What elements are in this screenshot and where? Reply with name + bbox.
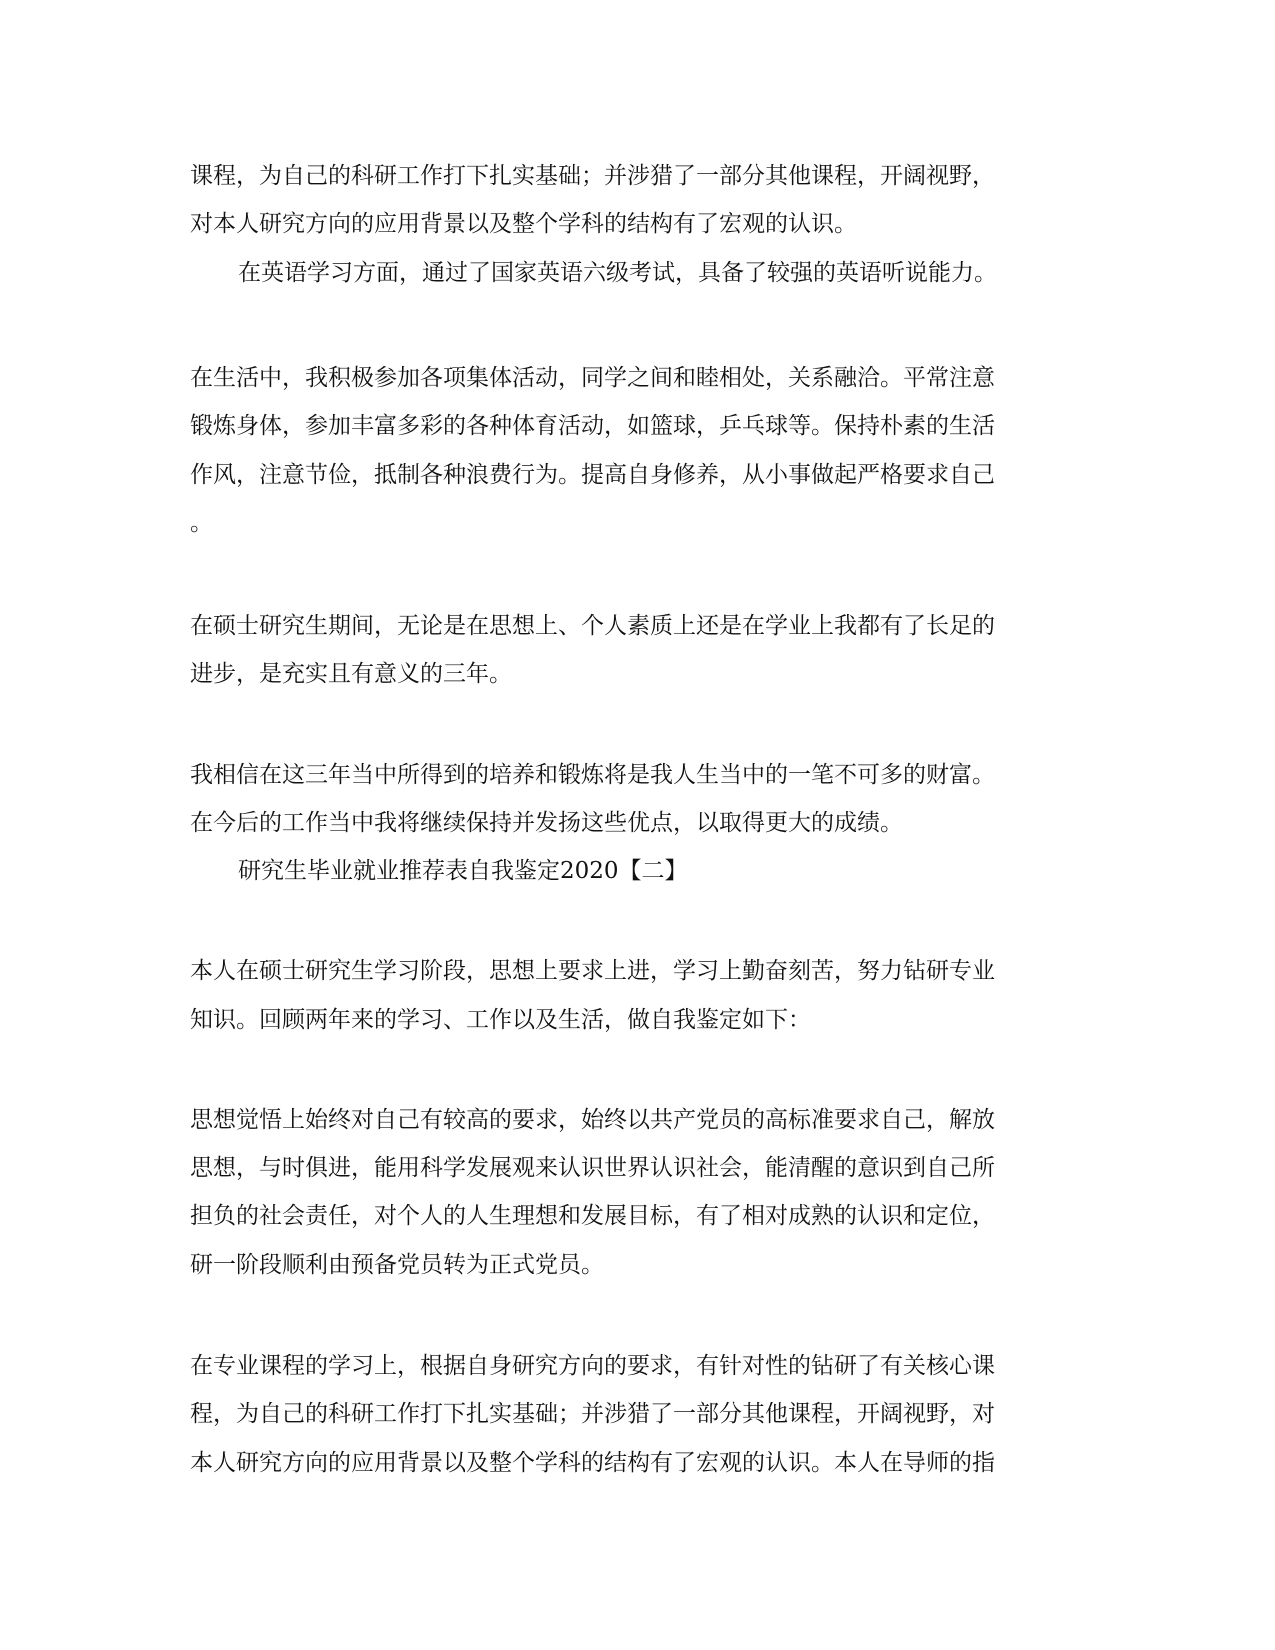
text-line: 。	[190, 510, 213, 536]
text-line: 我相信在这三年当中所得到的培养和锻炼将是我人生当中的一笔不可多的财富。	[190, 762, 995, 788]
text-line: 锻炼身体，参加丰富多彩的各种体育活动，如篮球，乒乓球等。保持朴素的生活	[190, 413, 995, 439]
text-line: 本人在硕士研究生学习阶段，思想上要求上进，学习上勤奋刻苦，努力钻研专业	[190, 958, 995, 984]
section-heading: 研究生毕业就业推荐表自我鉴定2020【二】	[238, 858, 688, 884]
text-line: 对本人研究方向的应用背景以及整个学科的结构有了宏观的认识。	[190, 211, 857, 237]
text-line: 思想觉悟上始终对自己有较高的要求，始终以共产党员的高标准要求自己，解放	[190, 1107, 995, 1133]
text-line: 在硕士研究生期间，无论是在思想上、个人素质上还是在学业上我都有了长足的	[190, 613, 995, 639]
text-line: 在今后的工作当中我将继续保持并发扬这些优点，以取得更大的成绩。	[190, 810, 903, 836]
text-line: 作风，注意节俭，抵制各种浪费行为。提高自身修养，从小事做起严格要求自己	[190, 462, 995, 488]
text-line: 担负的社会责任，对个人的人生理想和发展目标，有了相对成熟的认识和定位，	[190, 1203, 995, 1229]
text-line: 课程，为自己的科研工作打下扎实基础；并涉猎了一部分其他课程，开阔视野，	[190, 163, 995, 189]
text-line: 知识。回顾两年来的学习、工作以及生活，做自我鉴定如下：	[190, 1007, 811, 1033]
text-line: 程，为自己的科研工作打下扎实基础；并涉猎了一部分其他课程，开阔视野，对	[190, 1401, 995, 1427]
text-line: 进步，是充实且有意义的三年。	[190, 661, 512, 687]
text-line: 研一阶段顺利由预备党员转为正式党员。	[190, 1252, 604, 1278]
text-line: 在生活中，我积极参加各项集体活动，同学之间和睦相处，关系融洽。平常注意	[190, 365, 995, 391]
text-line: 思想，与时俱进，能用科学发展观来认识世界认识社会，能清醒的意识到自己所	[190, 1155, 995, 1181]
text-line: 本人研究方向的应用背景以及整个学科的结构有了宏观的认识。本人在导师的指	[190, 1450, 995, 1476]
text-line: 在专业课程的学习上，根据自身研究方向的要求，有针对性的钻研了有关核心课	[190, 1353, 995, 1379]
text-line: 在英语学习方面，通过了国家英语六级考试，具备了较强的英语听说能力。	[238, 260, 997, 286]
